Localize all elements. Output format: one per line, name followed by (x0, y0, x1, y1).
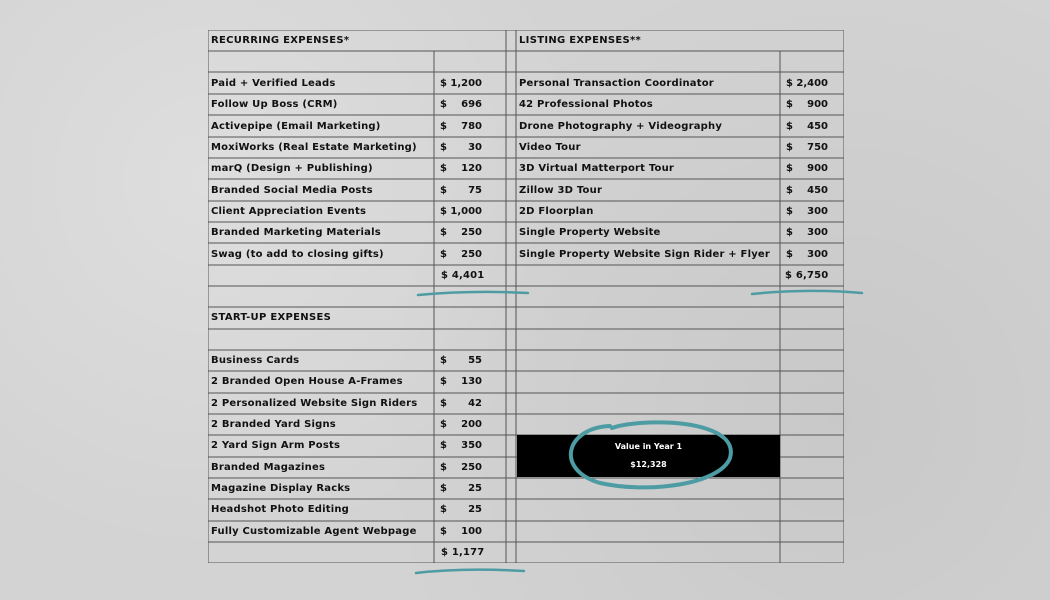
recurring-label: marQ (Design + Publishing) (211, 163, 373, 175)
startup-label: Business Cards (211, 355, 300, 366)
startup-value: 25 (468, 504, 482, 516)
startup-value: 100 (461, 525, 482, 537)
listing-value: 450 (807, 120, 828, 132)
listing-currency: $ (786, 163, 793, 175)
startup-currency: $ (440, 483, 447, 495)
startup-currency: $ (440, 461, 447, 473)
startup-currency: $ (440, 440, 447, 452)
startup-label: Fully Customizable Agent Webpage (211, 525, 417, 537)
startup-value: 130 (461, 376, 482, 388)
recurring-label: Branded Social Media Posts (211, 184, 373, 196)
listing-value: 300 (807, 206, 828, 218)
expense-sheet (208, 30, 844, 563)
startup-label: 2 Personalized Website Sign Riders (211, 397, 418, 409)
listing-value: 300 (807, 227, 828, 239)
recurring-title: RECURRING EXPENSES* (211, 35, 350, 46)
listing-label: Zillow 3D Tour (519, 184, 603, 196)
startup-label: Magazine Display Racks (211, 483, 351, 495)
listing-currency: $ (786, 78, 793, 89)
recurring-value: 1,000 (450, 206, 482, 218)
listing-currency: $ (786, 142, 793, 154)
recurring-label: Branded Marketing Materials (211, 227, 381, 239)
listing-label: 3D Virtual Matterport Tour (519, 163, 675, 175)
listing-currency: $ (786, 227, 793, 239)
startup-label: 2 Yard Sign Arm Posts (211, 440, 341, 452)
listing-value: 750 (807, 142, 828, 154)
startup-label: Headshot Photo Editing (211, 504, 350, 516)
listing-total: $ 6,750 (785, 270, 829, 281)
listing-value: 900 (807, 99, 828, 111)
recurring-value: 75 (468, 184, 482, 196)
listing-currency: $ (786, 248, 793, 260)
listing-label: Personal Transaction Coordinator (519, 78, 714, 89)
recurring-label: Paid + Verified Leads (211, 78, 336, 89)
listing-currency: $ (786, 206, 793, 218)
listing-currency: $ (786, 120, 793, 132)
listing-label: Drone Photography + Videography (519, 120, 723, 132)
recurring-currency: $ (440, 163, 447, 175)
listing-label: 2D Floorplan (519, 206, 594, 218)
startup-label: 2 Branded Open House A-Frames (211, 376, 403, 388)
recurring-currency: $ (440, 206, 447, 218)
listing-label: Single Property Website Sign Rider + Flyer (519, 248, 771, 260)
recurring-value: 120 (461, 163, 482, 175)
recurring-value: 250 (461, 248, 482, 260)
recurring-value: 696 (461, 99, 482, 111)
listing-currency: $ (786, 184, 793, 196)
startup-value: 42 (468, 397, 482, 409)
recurring-value: 1,200 (450, 78, 482, 89)
recurring-label: Activepipe (Email Marketing) (211, 120, 381, 132)
recurring-currency: $ (440, 120, 447, 132)
startup-currency: $ (440, 355, 447, 366)
recurring-currency: $ (440, 227, 447, 239)
listing-value: 450 (807, 184, 828, 196)
listing-label: 42 Professional Photos (519, 99, 653, 111)
recurring-currency: $ (440, 99, 447, 111)
startup-currency: $ (440, 397, 447, 409)
recurring-currency: $ (440, 78, 447, 89)
startup-currency: $ (440, 504, 447, 516)
recurring-value: 30 (468, 142, 482, 154)
recurring-label: Swag (to add to closing gifts) (211, 248, 384, 260)
recurring-label: MoxiWorks (Real Estate Marketing) (211, 142, 417, 154)
listing-value: 300 (807, 248, 828, 260)
startup-value: 200 (461, 419, 482, 431)
recurring-label: Follow Up Boss (CRM) (211, 99, 338, 111)
startup-total: $ 1,177 (441, 547, 485, 558)
startup-label: Branded Magazines (211, 461, 326, 473)
startup-value: 350 (461, 440, 482, 452)
listing-label: Video Tour (519, 142, 581, 154)
listing-currency: $ (786, 99, 793, 111)
listing-title: LISTING EXPENSES** (519, 35, 642, 46)
startup-currency: $ (440, 376, 447, 388)
startup-currency: $ (440, 419, 447, 431)
startup-label: 2 Branded Yard Signs (211, 419, 336, 431)
startup-currency: $ (440, 525, 447, 537)
value-in-year-box (517, 435, 780, 477)
recurring-currency: $ (440, 248, 447, 260)
startup-value: 25 (468, 483, 482, 495)
listing-value: 900 (807, 163, 828, 175)
recurring-value: 780 (461, 120, 482, 132)
value-label: Value in Year 1 (614, 442, 683, 451)
startup-title: START-UP EXPENSES (211, 312, 332, 323)
recurring-value: 250 (461, 227, 482, 239)
recurring-currency: $ (440, 184, 447, 196)
recurring-label: Client Appreciation Events (211, 206, 367, 218)
startup-value: 250 (461, 461, 482, 473)
startup-value: 55 (468, 355, 482, 366)
value-amount: $12,328 (630, 460, 667, 469)
listing-value: 2,400 (796, 78, 828, 89)
recurring-total: $ 4,401 (441, 270, 485, 281)
listing-label: Single Property Website (519, 227, 661, 239)
recurring-currency: $ (440, 142, 447, 154)
